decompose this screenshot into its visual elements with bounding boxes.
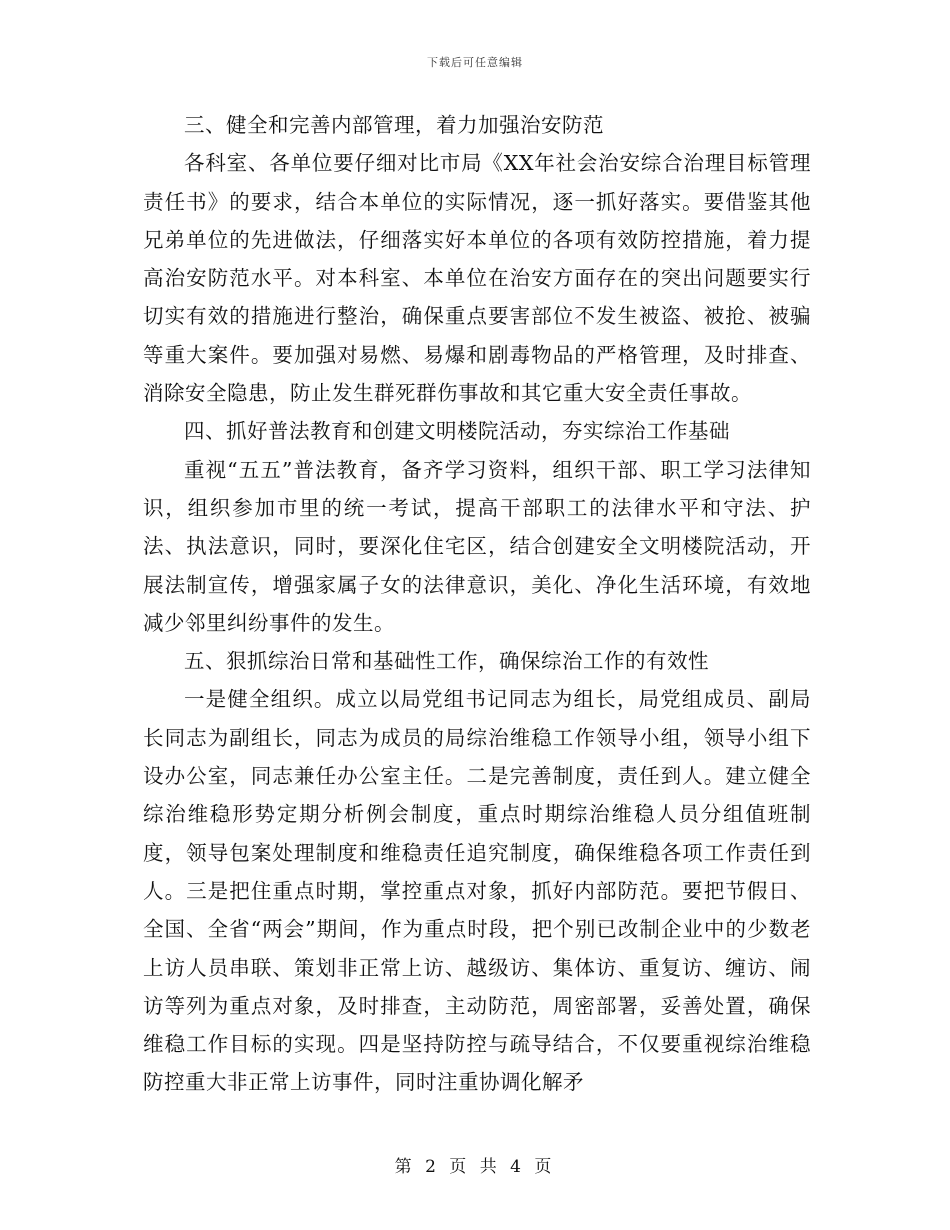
document-body (143, 106, 811, 1102)
paragraph-security-management: 各科室、各单位要仔细对比市局《XX年社会治安综合治理目标管理责任书》的要求，结合本单位的实际情况，逐一抓好落实。要借鉴其他兄弟单位的先进做法，仔细落实好本单位的各项有效防控措施，着力提高治安防范水平。对本科室、本单位在治安方面存在的突出问题要实行切实有效的措施进行整治，确保重点要害部位不发生被盗、被抢、被骗等重大案件。要加强对易燃、易爆和剧毒物品的严格管理，及时排查、消除安全隐患，防止发生群死群伤事故和其它重大安全责任事故。 (143, 151, 811, 406)
section-heading-5: 五、狠抓综治日常和基础性工作，确保综治工作的有效性 (184, 649, 709, 674)
page-number-footer: 第 2 页 共 4 页 (394, 1157, 556, 1177)
section-heading-4: 四、抓好普法教育和创建文明楼院活动，夯实综治工作基础 (184, 419, 730, 444)
paragraph-daily-work: 一是健全组织。成立以局党组书记同志为组长，局党组成员、副局长同志为副组长，同志为成员的局综治维稳工作领导小组，领导小组下设办公室，同志兼任办公室主任。二是完善制度，责任到人。建立健全综治维稳形势定期分析例会制度，重点时期综治维稳人员分组值班制度，领导包案处理制度和维稳责任追究制度，确保维稳各项工作责任到人。三是把住重点时期，掌控重点对象，抓好内部防范。要把节假日、全国、全省“两会”期间，作为重点时段，把个别已改制企业中的少数老上访人员串联、策划非正常上访、越级访、集体访、重复访、缠访、闹访等列为重点对象，及时排查，主动防范，周密部署，妥善处置，确保维稳工作目标的实现。四是坚持防控与疏导结合，不仅要重视综治维稳防控重大非正常上访事件，同时注重协调化解矛 (143, 687, 811, 1095)
section-heading-3: 三、健全和完善内部管理，着力加强治安防范 (184, 113, 604, 137)
paragraph-legal-education: 重视“五五”普法教育，备齐学习资料，组织干部、职工学习法律知识，组织参加市里的统一考试，提高干部职工的法律水平和守法、护法、执法意识，同时，要深化住宅区，结合创建安全文明楼院活动，开展法制宣传，增强家属子女的法律意识，美化、净化生活环境，有效地减少邻里纠纷事件的发生。 (143, 457, 811, 635)
page-header: 下载后可任意编辑 (427, 56, 523, 69)
